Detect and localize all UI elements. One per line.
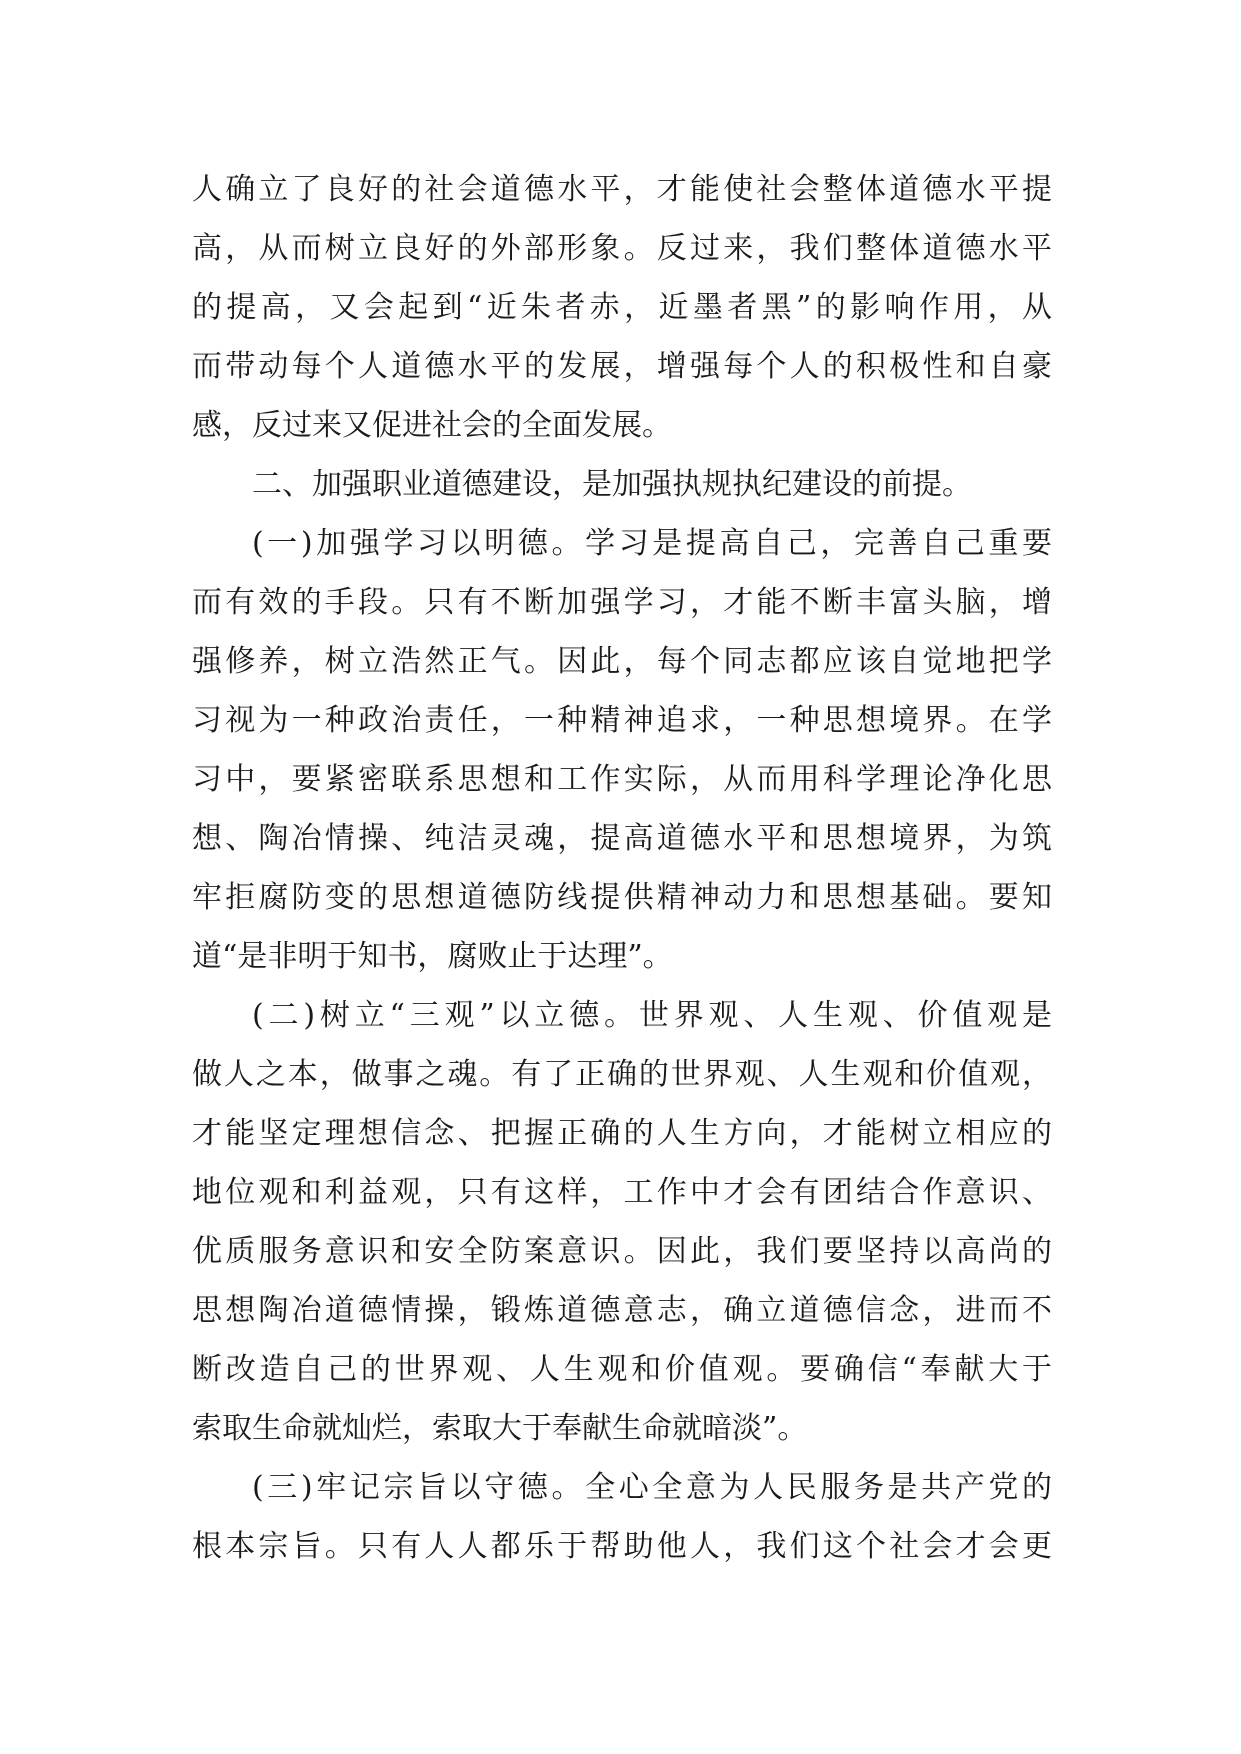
- text-line: 感，反过来又促进社会的全面发展。: [192, 408, 672, 443]
- text-line: (一)加强学习以明德。学习是提高自己，完善自己重要: [252, 526, 1052, 561]
- text-line: 道“是非明于知书，腐败止于达理”。: [192, 939, 673, 974]
- text-line: 习中，要紧密联系思想和工作实际，从而用科学理论净化思: [192, 762, 1052, 797]
- text-line: 的提高，又会起到“近朱者赤，近墨者黑”的影响作用，从: [192, 290, 1052, 325]
- text-line: 牢拒腐防变的思想道德防线提供精神动力和思想基础。要知: [192, 880, 1052, 915]
- text-line: 想、陶冶情操、纯洁灵魂，提高道德水平和思想境界，为筑: [192, 821, 1052, 856]
- text-line: 才能坚定理想信念、把握正确的人生方向，才能树立相应的: [192, 1116, 1052, 1151]
- text-line: 习视为一种政治责任，一种精神追求，一种思想境界。在学: [192, 703, 1052, 738]
- text-line: (三)牢记宗旨以守德。全心全意为人民服务是共产党的: [252, 1470, 1052, 1505]
- text-line: 而有效的手段。只有不断加强学习，才能不断丰富头脑，增: [192, 585, 1052, 620]
- text-line: 强修养，树立浩然正气。因此，每个同志都应该自觉地把学: [192, 644, 1052, 679]
- text-line: 二、加强职业道德建设，是加强执规执纪建设的前提。: [252, 467, 972, 502]
- text-line: 根本宗旨。只有人人都乐于帮助他人，我们这个社会才会更: [192, 1529, 1052, 1564]
- text-line: 断改造自己的世界观、人生观和价值观。要确信“奉献大于: [192, 1352, 1052, 1387]
- text-line: 而带动每个人道德水平的发展，增强每个人的积极性和自豪: [192, 349, 1052, 384]
- text-line: 思想陶冶道德情操，锻炼道德意志，确立道德信念，进而不: [192, 1293, 1052, 1328]
- text-line: 人确立了良好的社会道德水平，才能使社会整体道德水平提: [192, 172, 1052, 207]
- text-line: 索取生命就灿烂，索取大于奉献生命就暗淡”。: [192, 1411, 808, 1446]
- text-line: 地位观和利益观，只有这样，工作中才会有团结合作意识、: [192, 1175, 1052, 1210]
- text-line: (二)树立“三观”以立德。世界观、人生观、价值观是: [252, 998, 1052, 1033]
- body-text: [192, 160, 1052, 1576]
- text-line: 高，从而树立良好的外部形象。反过来，我们整体道德水平: [192, 231, 1052, 266]
- text-line: 优质服务意识和安全防案意识。因此，我们要坚持以高尚的: [192, 1234, 1052, 1269]
- text-line: 做人之本，做事之魂。有了正确的世界观、人生观和价值观，: [192, 1057, 1052, 1092]
